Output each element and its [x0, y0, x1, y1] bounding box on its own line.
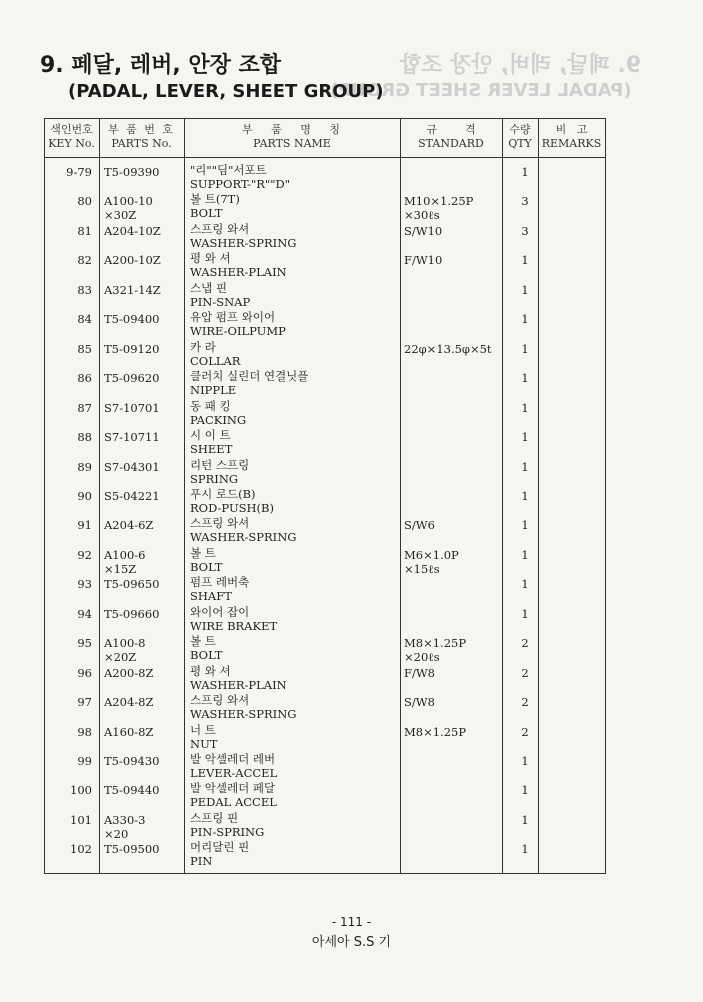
key-cell: 85 — [77, 341, 92, 356]
parts-no-cell: A100-6 ×15Z — [104, 547, 146, 576]
key-cell: 80 — [77, 194, 92, 209]
qty-cell: 1 — [521, 371, 529, 386]
parts-name-cell: 볼 트 BOLT — [190, 545, 223, 574]
parts-no-cell: T5-09400 — [104, 312, 160, 327]
parts-name-cell: 푸시 로드(B) ROD-PUSH(B) — [190, 486, 274, 515]
parts-no-cell: A321-14Z — [104, 282, 161, 297]
key-cell: 82 — [77, 253, 92, 268]
key-cell: 90 — [77, 488, 92, 503]
parts-name-cell: 스프링 핀 PIN-SPRING — [190, 810, 265, 839]
key-cell: 94 — [77, 606, 92, 621]
page-number: - 111 - — [331, 915, 372, 929]
header-parts-no: 부 품 번 호 PARTS No. — [108, 123, 175, 150]
parts-name-cell: 볼 트 BOLT — [190, 634, 223, 663]
table-row — [44, 281, 606, 310]
qty-cell: 1 — [521, 400, 529, 415]
header-key: 색인번호 KEY No. — [48, 123, 95, 150]
parts-no-cell: T5-09440 — [104, 783, 160, 798]
key-cell: 9-79 — [66, 165, 92, 179]
parts-no-cell: A204-8Z — [104, 695, 154, 710]
parts-name-cell: 너 트 NUT — [190, 722, 218, 751]
parts-name-cell: 리턴 스프링 SPRING — [190, 457, 250, 486]
bleedthrough-title: 9. 페달, 레버, 안장 조합 — [400, 53, 642, 78]
table-row — [44, 723, 606, 752]
parts-no-cell: T5-09650 — [104, 577, 160, 592]
publisher-name: 아세아 S.S 기 — [311, 935, 392, 950]
parts-no-cell: A330-3 ×20 — [104, 812, 146, 841]
qty-cell: 1 — [521, 783, 529, 798]
qty-cell: 2 — [521, 636, 529, 651]
standard-cell: S/W8 — [404, 695, 435, 710]
qty-cell: 1 — [521, 488, 529, 503]
table-row — [44, 605, 606, 634]
parts-name-cell: 시 이 트 SHEET — [190, 428, 233, 457]
page-title: 9. 페달, 레버, 안장 조합 — [40, 53, 282, 78]
qty-cell: 3 — [521, 194, 529, 209]
parts-no-cell: S7-10701 — [104, 400, 160, 415]
key-cell: 86 — [77, 371, 92, 386]
table-row — [44, 163, 606, 192]
parts-no-cell: T5-09660 — [104, 606, 160, 621]
key-cell: 100 — [70, 783, 92, 798]
standard-cell: M6×1.0P ×15ℓs — [404, 547, 459, 576]
parts-no-cell: A100-10 ×30Z — [104, 194, 153, 223]
standard-cell: 22φ×13.5φ×5t — [404, 341, 492, 356]
key-cell: 97 — [77, 695, 92, 710]
parts-name-cell: 클러치 실린더 연결닛플 NIPPLE — [190, 369, 309, 398]
parts-no-cell: T5-09120 — [104, 341, 160, 356]
standard-cell: M8×1.25P ×20ℓs — [404, 636, 467, 665]
key-cell: 98 — [77, 724, 92, 739]
parts-no-cell: A204-10Z — [104, 223, 161, 238]
qty-cell: 1 — [521, 253, 529, 268]
parts-name-cell: 스냅 핀 PIN-SNAP — [190, 280, 251, 309]
table-row — [44, 487, 606, 516]
header-qty: 수량 QTY — [508, 123, 532, 150]
standard-cell: M8×1.25P — [404, 724, 467, 739]
key-cell: 89 — [77, 459, 92, 474]
standard-cell: S/W6 — [404, 518, 435, 533]
key-cell: 92 — [77, 547, 92, 562]
key-cell: 88 — [77, 430, 92, 445]
parts-name-cell: 발 악셀레더 페달 PEDAL ACCEL — [190, 781, 277, 810]
key-cell: 95 — [77, 636, 92, 651]
qty-cell: 1 — [521, 341, 529, 356]
table-row — [44, 222, 606, 251]
qty-cell: 2 — [521, 724, 529, 739]
key-cell: 99 — [77, 754, 92, 768]
key-cell: 83 — [77, 282, 92, 297]
qty-cell: 1 — [521, 606, 529, 621]
parts-name-cell: 펌프 레버축 SHAFT — [190, 575, 250, 604]
parts-no-cell: S7-04301 — [104, 459, 160, 474]
table-row — [44, 428, 606, 457]
table-row — [44, 840, 606, 869]
parts-no-cell: A160-8Z — [104, 724, 154, 739]
qty-cell: 1 — [521, 282, 529, 297]
qty-cell: 1 — [521, 577, 529, 592]
qty-cell: 1 — [521, 812, 529, 827]
header-remarks: 비 고 REMARKS — [541, 123, 602, 150]
parts-name-cell: 유압 펌프 와이어 WIRE-OILPUMP — [190, 310, 286, 339]
table-row — [44, 310, 606, 339]
table-row — [44, 752, 606, 781]
standard-cell: S/W10 — [404, 223, 443, 238]
parts-no-cell: T5-09620 — [104, 371, 160, 386]
qty-cell: 3 — [521, 223, 529, 238]
key-cell: 93 — [77, 577, 92, 592]
table-row — [44, 369, 606, 398]
qty-cell: 1 — [521, 430, 529, 445]
parts-name-cell: 와이어 잡이 WIRE BRAKET — [190, 604, 278, 633]
key-cell: 102 — [70, 842, 92, 857]
table-row — [44, 546, 606, 575]
qty-cell: 1 — [521, 754, 529, 768]
qty-cell: 2 — [521, 665, 529, 680]
page-subtitle: (PADAL, LEVER, SHEET GROUP) — [68, 81, 384, 102]
standard-cell: F/W10 — [404, 253, 443, 268]
table-row — [44, 399, 606, 428]
table-row — [44, 516, 606, 545]
key-cell: 91 — [77, 518, 92, 533]
qty-cell: 1 — [521, 842, 529, 857]
table-row — [44, 192, 606, 221]
header-standard: 규 격 STANDARD — [418, 123, 484, 150]
table-row — [44, 340, 606, 369]
bleedthrough-subtitle: (PADAL LEVER SHEET GROUP) — [330, 80, 632, 101]
key-cell: 84 — [77, 312, 92, 327]
table-row — [44, 781, 606, 810]
key-cell: 96 — [77, 665, 92, 680]
qty-cell: 2 — [521, 695, 529, 710]
parts-name-cell: 스프링 와셔 WASHER-SPRING — [190, 693, 297, 722]
parts-name-cell: 평 와 셔 WASHER-PLAIN — [190, 663, 287, 692]
parts-no-cell: T5-09430 — [104, 754, 160, 768]
standard-cell: M10×1.25P ×30ℓs — [404, 194, 474, 223]
table-row — [44, 811, 606, 840]
parts-no-cell: A200-10Z — [104, 253, 161, 268]
table-row — [44, 664, 606, 693]
qty-cell: 1 — [521, 312, 529, 327]
key-cell: 87 — [77, 400, 92, 415]
qty-cell: 1 — [521, 518, 529, 533]
parts-name-cell: 동 패 킹 PACKING — [190, 398, 247, 427]
qty-cell: 1 — [521, 547, 529, 562]
parts-no-cell: S7-10711 — [104, 430, 160, 445]
parts-name-cell: "리""딤"서포트 SUPPORT-"R""D" — [190, 163, 291, 191]
parts-name-cell: 볼 트(7T) BOLT — [190, 192, 240, 221]
parts-name-cell: 머리달린 핀 PIN — [190, 840, 250, 869]
table-row — [44, 693, 606, 722]
parts-no-cell: A204-6Z — [104, 518, 154, 533]
parts-name-cell: 카 라 COLLAR — [190, 339, 241, 368]
parts-no-cell: T5-09390 — [104, 165, 160, 179]
table-row — [44, 251, 606, 280]
standard-cell: F/W8 — [404, 665, 435, 680]
table-row — [44, 458, 606, 487]
parts-no-cell: A200-8Z — [104, 665, 154, 680]
qty-cell: 1 — [521, 165, 529, 179]
table-row — [44, 634, 606, 663]
parts-no-cell: T5-09500 — [104, 842, 160, 857]
key-cell: 81 — [77, 223, 92, 238]
key-cell: 101 — [70, 812, 92, 827]
parts-no-cell: A100-8 ×20Z — [104, 636, 146, 665]
header-parts-name: 부 품 명 칭 PARTS NAME — [242, 123, 342, 150]
table-row — [44, 575, 606, 604]
parts-no-cell: S5-04221 — [104, 488, 160, 503]
parts-name-cell: 스프링 와셔 WASHER-SPRING — [190, 221, 297, 250]
parts-name-cell: 평 와 셔 WASHER-PLAIN — [190, 251, 287, 280]
parts-table — [44, 118, 606, 874]
parts-name-cell: 발 악셀레더 레버 LEVER-ACCEL — [190, 752, 278, 780]
header-divider — [44, 157, 606, 158]
parts-name-cell: 스프링 와셔 WASHER-SPRING — [190, 516, 297, 545]
qty-cell: 1 — [521, 459, 529, 474]
